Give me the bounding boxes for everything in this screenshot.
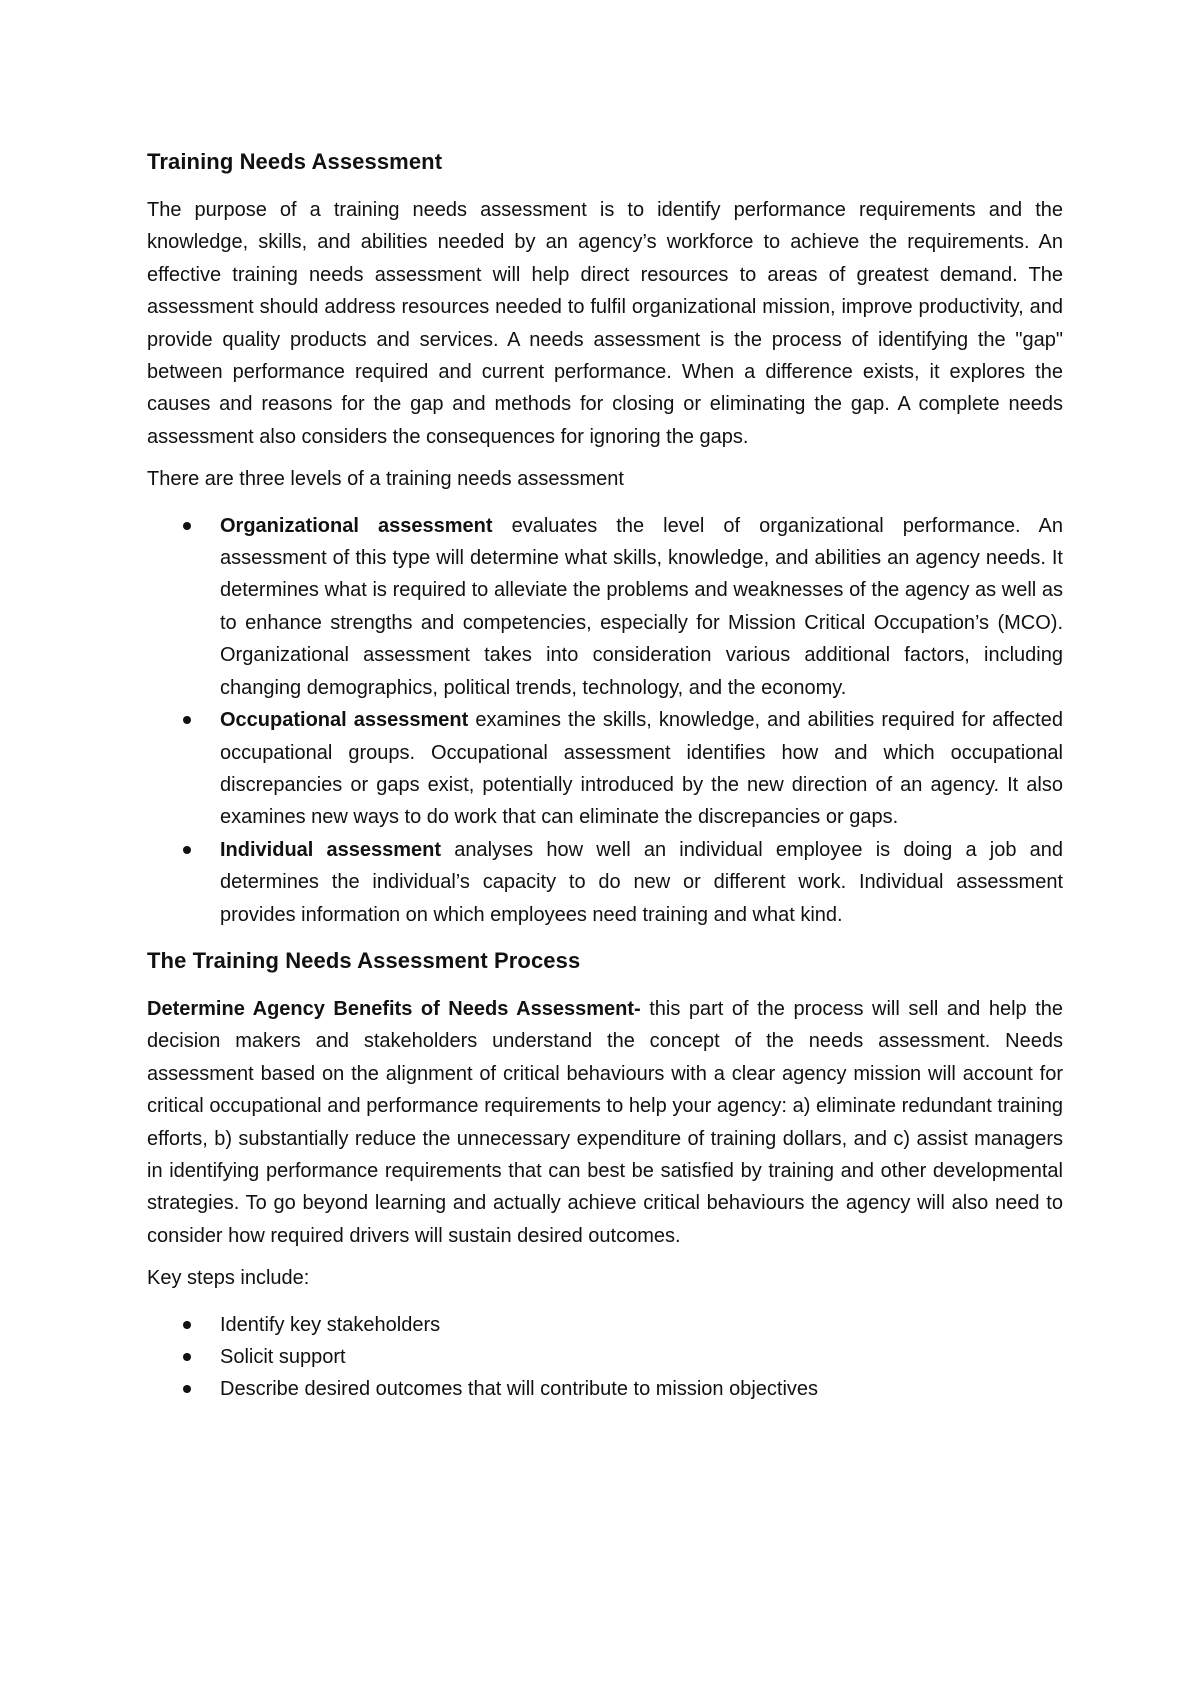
bullet-icon [183,846,191,854]
bullet-icon [183,1321,191,1329]
desc-occupational: examines the skills, knowledge, and abilities required for affected occupational groups. Occupational assessment identifies how and which occupational discrepancies or gaps exist, potentially introduced by the new direction of an agency. It also examines new ways to do work that can eliminate the discrepancies or gaps. [220,709,1063,829]
key-steps-intro: Key steps include: [147,1267,310,1290]
benefits-text: this part of the process will sell and help the decision makers and stakeholders understand the concept of the needs assessment. Needs assessment based on the alignment of critical behaviours with a clear agency mission will account for critical occupational and performance requirements to help your agency: a) eliminate redundant training efforts, b) substantially reduce the unnecessary expenditure of training dollars, and c) assist managers in identifying performance requirements that can best be satisfied by training and other developmental strategies. To go beyond learning and actually achieve critical behaviours the agency will also need to consider how required drivers will sustain desired outcomes. [147,997,1063,1247]
desc-individual: analyses how well an individual employee is doing a job and determines the individual’s capacity to do new or different work. Individual assessment provides information on which employees need training and what kind. [220,838,1063,926]
list-item-step [147,1309,1063,1341]
levels-list [147,510,1063,931]
list-item-occupational [147,704,1063,834]
list-item-individual [147,834,1063,931]
term-organizational: Organizational assessment [220,514,493,537]
section-title-process: The Training Needs Assessment Process [147,947,581,973]
step-text: Solicit support [220,1346,346,1368]
key-steps-list [147,1309,1063,1406]
list-item-step [147,1341,1063,1373]
list-item-organizational [147,510,1063,704]
step-text: Describe desired outcomes that will contribute to mission objectives [220,1378,819,1401]
intro-paragraph: The purpose of a training needs assessment is to identify performance requirements and the knowledge, skills, and abilities needed by an agency’s workforce to achieve the requirements. An effective training needs assessment will help direct resources to areas of greatest demand. The assessment should address resources needed to fulfil organizational mission, improve productivity, and provide quality products and services. A needs assessment is the process of identifying the "gap" between performance required and current performance. When a difference exists, it explores the causes and reasons for the gap and methods for closing or eliminating the gap. A complete needs assessment also considers the consequences for ignoring the gaps. [147,199,1063,448]
bullet-icon [183,1385,191,1393]
benefits-paragraph [147,993,1063,1252]
term-occupational: Occupational assessment [220,709,469,732]
levels-intro: There are three levels of a training needs assessment [147,468,624,491]
list-item-step [147,1373,1063,1405]
step-text: Identify key stakeholders [220,1313,441,1336]
desc-organizational: evaluates the level of organizational performance. An assessment of this type will determine what skills, knowledge, and abilities an agency needs. It determines what is required to alleviate the problems and weaknesses of the agency as well as to enhance strengths and competencies, especially for Mission Critical Occupation’s (MCO). Organizational assessment takes into consideration various additional factors, including changing demographics, political trends, technology, and the economy. [220,514,1064,699]
bullet-icon [183,716,191,724]
bullet-icon [183,522,191,530]
bullet-icon [183,1353,191,1361]
document-page [147,146,1063,1420]
benefits-term: Determine Agency Benefits of Needs Assessment- [147,997,641,1020]
section-title-training-needs-assessment: Training Needs Assessment [147,149,443,174]
term-individual: Individual assessment [220,838,442,861]
